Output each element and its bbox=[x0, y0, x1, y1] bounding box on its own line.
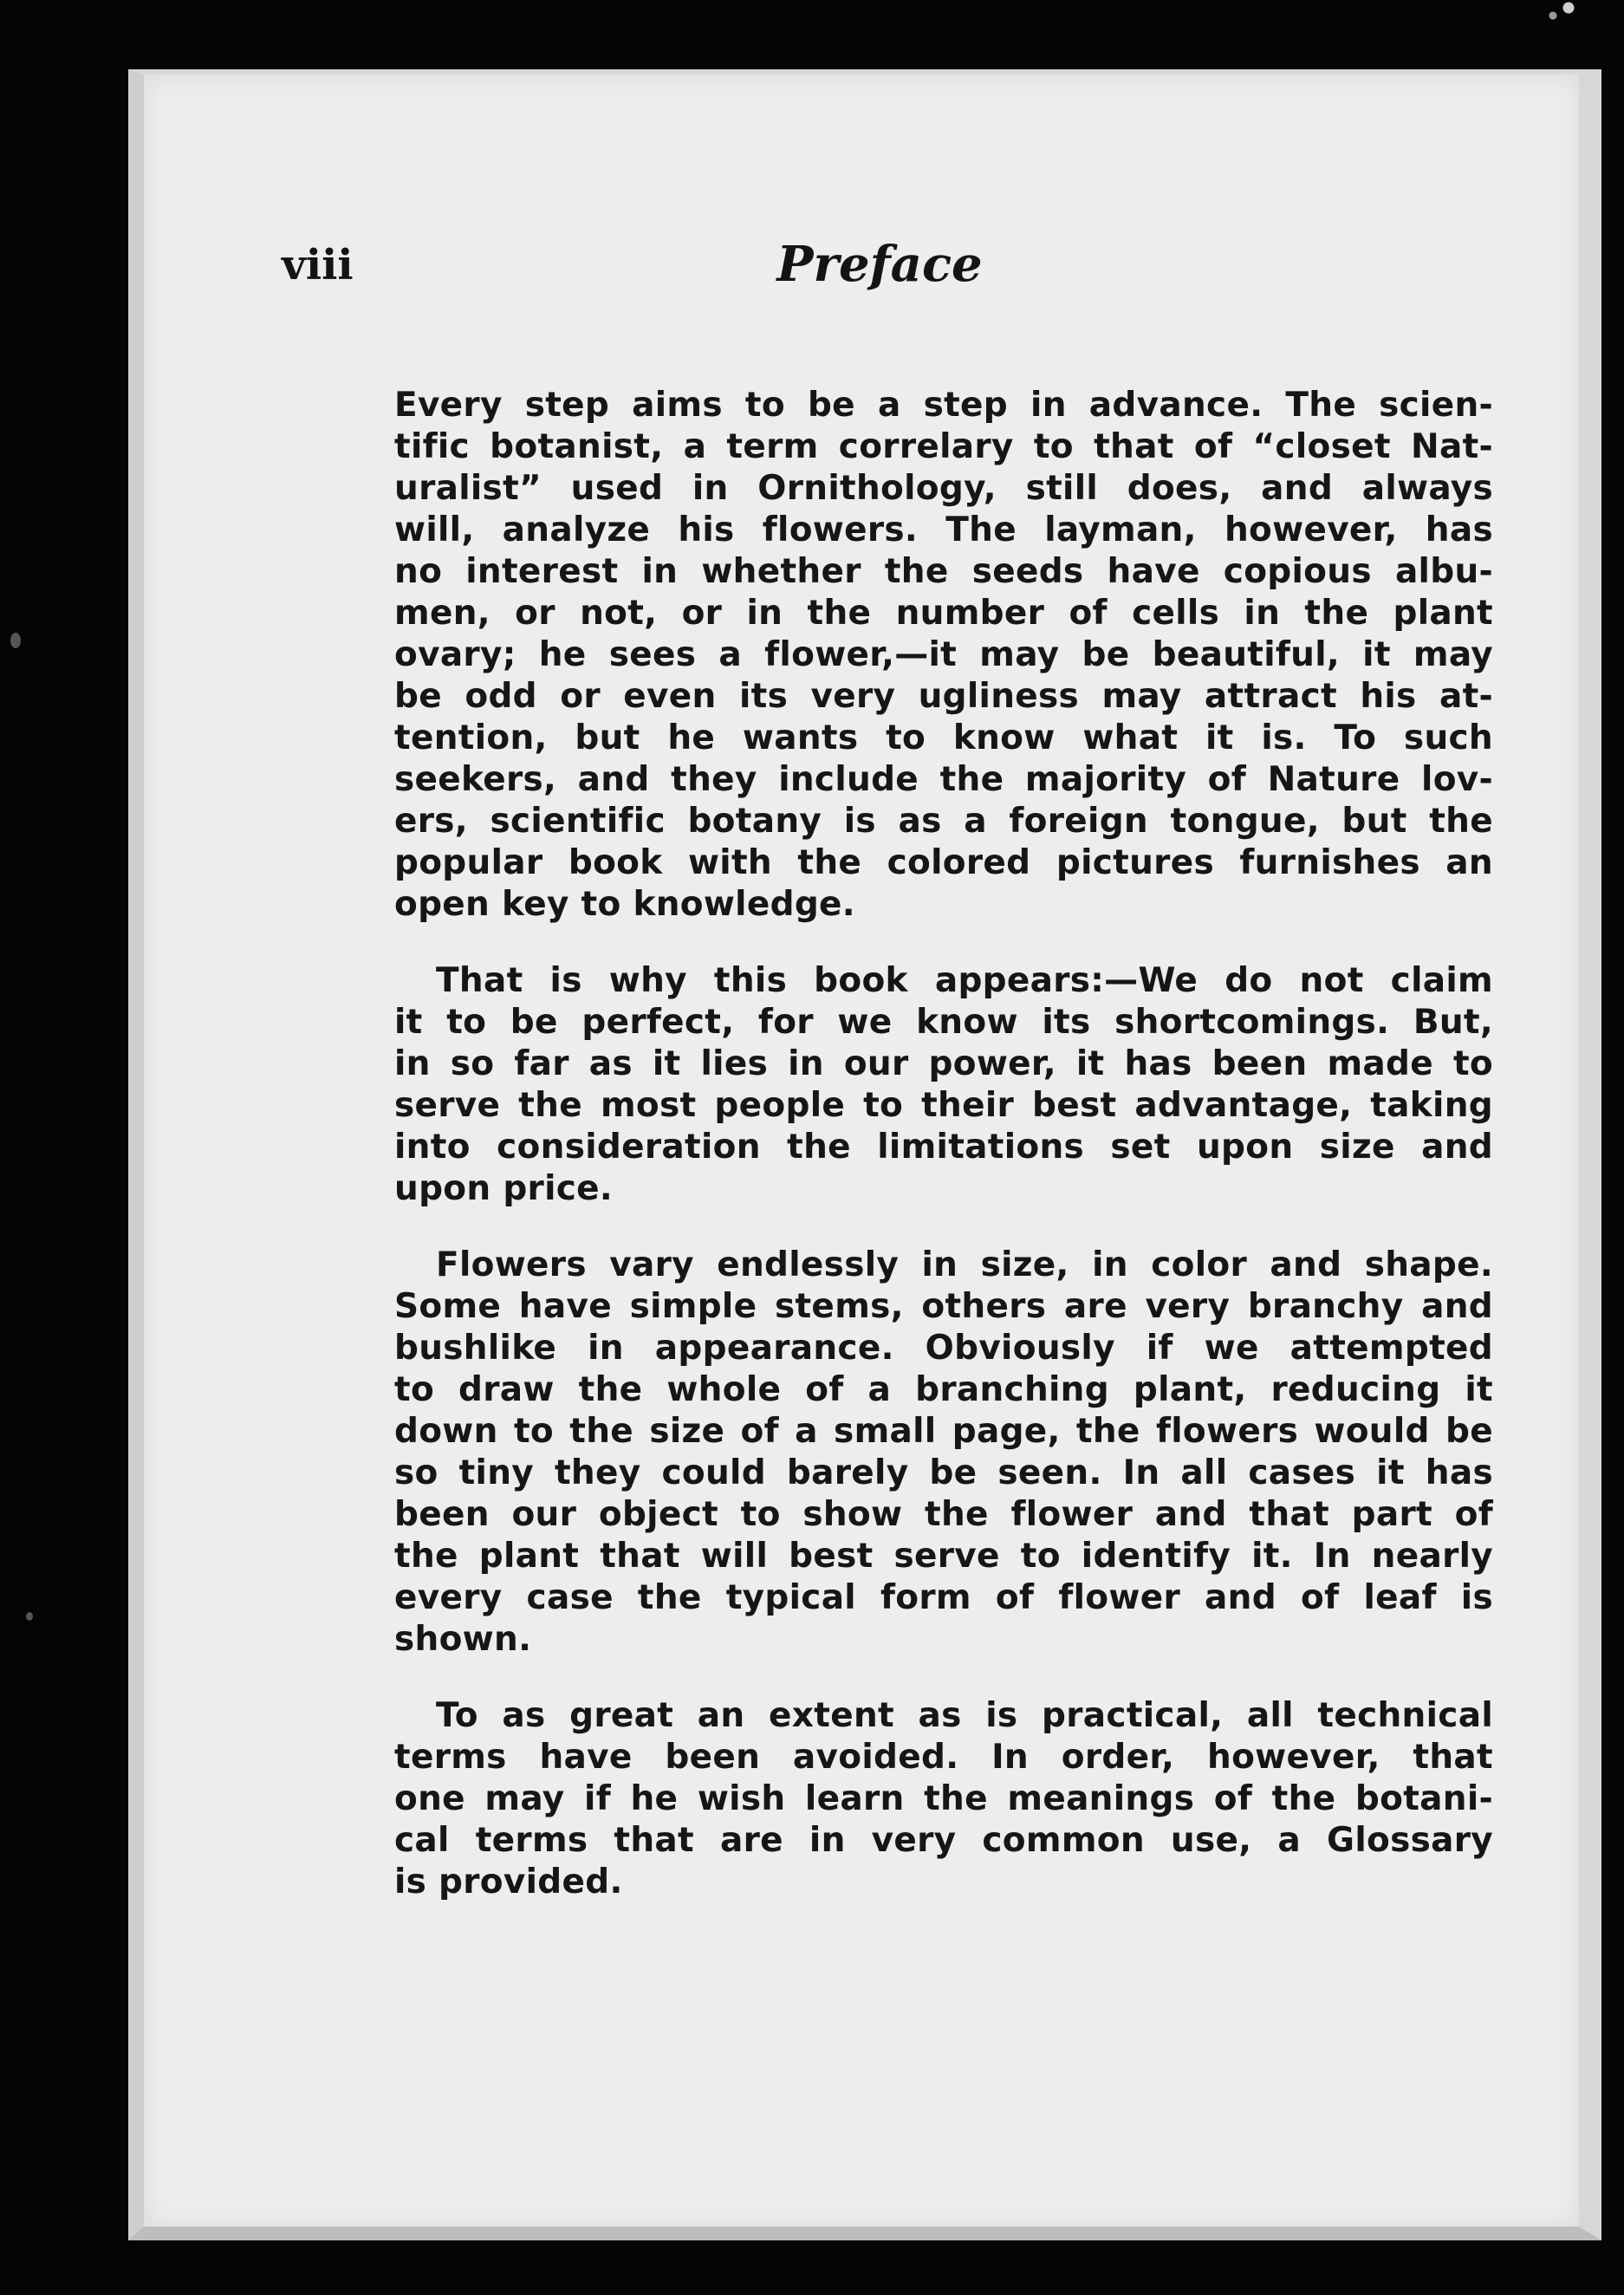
text-line: down to the size of a small page, the flowers would be bbox=[394, 1412, 1493, 1451]
text-line: seekers, and they include the majority of Nature lov- bbox=[394, 760, 1493, 799]
scan-speck bbox=[26, 1612, 33, 1621]
text-line: will, analyze his flowers. The layman, however, has bbox=[394, 510, 1493, 549]
text-line: the plant that will best serve to identify it. In nearly bbox=[394, 1537, 1493, 1576]
text-line: serve the most people to their best advantage, taking bbox=[394, 1086, 1493, 1125]
text-line: cal terms that are in very common use, a Glossary bbox=[394, 1821, 1493, 1860]
paragraph-3 bbox=[394, 1245, 1493, 1661]
text-line: open key to knowledge. bbox=[394, 885, 855, 924]
text-line: is provided. bbox=[394, 1863, 623, 1902]
text-line: Every step aims to be a step in advance. The scien- bbox=[394, 386, 1493, 425]
text-line: to draw the whole of a branching plant, reducing it bbox=[394, 1370, 1493, 1409]
text-line: shown. bbox=[394, 1620, 532, 1659]
paragraph-1 bbox=[394, 385, 1493, 926]
text-line: ovary; he sees a flower,—it may be beautiful, it may bbox=[394, 635, 1493, 674]
text-line: To as great an extent as is practical, all technical bbox=[436, 1696, 1493, 1735]
text-line: tific botanist, a term correlary to that of “closet Nat- bbox=[394, 427, 1493, 466]
text-line: into consideration the limitations set upon size and bbox=[394, 1128, 1493, 1167]
body-text bbox=[394, 385, 1493, 1938]
text-line: uralist” used in Ornithology, still does, and always bbox=[394, 469, 1493, 508]
text-line: no interest in whether the seeds have copious albu- bbox=[394, 552, 1493, 591]
page-number: viii bbox=[282, 241, 354, 289]
text-line: every case the typical form of flower and of leaf is bbox=[394, 1578, 1493, 1617]
text-line: be odd or even its very ugliness may attract his at- bbox=[394, 677, 1493, 716]
running-title: Preface bbox=[776, 236, 983, 293]
text-line: one may if he wish learn the meanings of the botani- bbox=[394, 1779, 1493, 1818]
text-line: men, or not, or in the number of cells in the plant bbox=[394, 594, 1493, 633]
text-line: bushlike in appearance. Obviously if we attempted bbox=[394, 1329, 1493, 1368]
text-line: tention, but he wants to know what it is. To such bbox=[394, 718, 1493, 757]
text-line: in so far as it lies in our power, it has been made to bbox=[394, 1044, 1493, 1083]
text-line: upon price. bbox=[394, 1169, 614, 1208]
scan-speck bbox=[1537, 0, 1589, 26]
text-line: That is why this book appears:—We do not claim bbox=[436, 961, 1493, 1000]
paragraph-2 bbox=[394, 960, 1493, 1210]
text-line: terms have been avoided. In order, however, that bbox=[394, 1738, 1493, 1777]
text-line: popular book with the colored pictures furnishes an bbox=[394, 843, 1493, 882]
text-line: been our object to show the flower and that part of bbox=[394, 1495, 1493, 1534]
text-line: ers, scientific botany is as a foreign tongue, but the bbox=[394, 802, 1493, 841]
text-line: so tiny they could barely be seen. In all cases it has bbox=[394, 1453, 1493, 1492]
paragraph-4 bbox=[394, 1695, 1493, 1903]
text-line: Flowers vary endlessly in size, in color and shape. bbox=[436, 1245, 1493, 1284]
text-line: it to be perfect, for we know its shortcomings. But, bbox=[394, 1003, 1493, 1042]
page-header bbox=[282, 236, 1478, 310]
text-line: Some have simple stems, others are very branchy and bbox=[394, 1287, 1493, 1326]
scan-speck bbox=[10, 633, 21, 648]
